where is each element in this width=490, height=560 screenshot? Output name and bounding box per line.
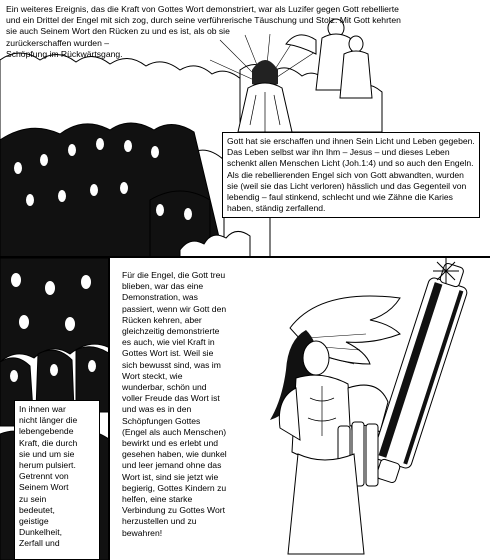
dark-angel-crowd (0, 123, 224, 258)
left-panel (0, 258, 110, 560)
scroll (372, 262, 469, 483)
caption-right: Für die Engel, die Gott treu blieben, war das eine Demonstration, was passiert, wenn wir Gott den Rücken kehren, aber gleichzeitig demonstrierte es auch, wie viel Kraft in Gottes Wort ist. Weil sie sich bewusst sind, was im Wort steckt, wie wunderbar, schön und voller Freude das Wort ist und was es in den Schöpfungen Gottes (Engel als auch Menschen) bewirkt und es erlebt und gesehen haben, wie dunkel und leer jemand ohne das Wort ist, sind sie jetzt wie begierig, Gottes Kindern zu helfen, eine starke Verbindung zu Gottes Wort herzustellen und zu bewahren! (122, 270, 227, 538)
angel-lower-body (288, 454, 364, 554)
caption-middle: Gott hat sie erschaffen und ihnen Sein Licht und Leben gegeben. Das Leben selbst war ihn Ihm – Jesus – und dieses Leben schenkt allen Menschen Licht (Joh.1:4) und so auch den Engeln. Als die rebellierenden Engel sich von Gott abwandten, wurden sie (weil sie das Licht verloren) hässlich und das Gegenteil von lebendig – faul stinkend, schlecht und wie Zähne die Karies haben, ständig zerfallend. (222, 132, 480, 218)
top-panel (0, 0, 490, 258)
right-panel (110, 258, 490, 560)
angel-face (303, 341, 329, 375)
caption-left: In ihnen war nicht länger die lebengebende Kraft, die durch sie und um sie herum pulsiert. Getrennt von Seinem Wort zu sein bedeutet, geistige Dunkelheit, Zerfall und (14, 400, 100, 560)
caption-top: Ein weiteres Ereignis, das die Kraft von Gottes Wort demonstriert, war als Luzifer gegen Gott rebellierte und ein Drittel der Engel mit sich zog, durch seine verführerische Täuschung und Stolz. Mit Gott kehrten sie auch Seinem Wort den Rücken zu und es ist, als ob sie zurückerschaffen wurden – Schöpfung im Rückwärtsgang. (6, 4, 401, 59)
